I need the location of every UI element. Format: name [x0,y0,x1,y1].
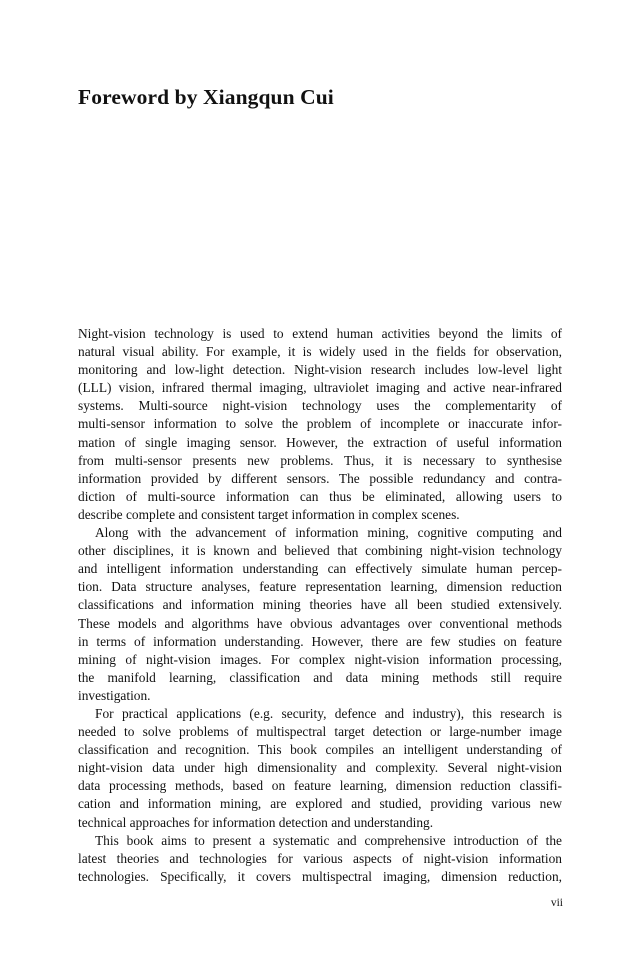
text-line: tion. Data structure analyses, feature representation learning, dimension reduction [78,579,562,595]
text-line: cation and information mining, are explored and studied, providing various new [78,796,562,812]
text-line: other disciplines, it is known and believed that combining night-vision technology [78,543,562,559]
text-line: diction of multi-source information can thus be eliminated, allowing users to [78,488,562,504]
text-line: systems. Multi-source night-vision technology uses the complementarity of [78,398,562,414]
paragraph [78,832,562,886]
text-line: the manifold learning, classification and data mining methods still require [78,669,562,685]
text-line: and intelligent information understanding can effectively simulate human percep- [78,561,562,577]
paragraph [78,705,562,832]
text-line: (LLL) vision, infrared thermal imaging, ultraviolet imaging and active near-infrared [78,380,562,396]
text-line: Along with the advancement of information mining, cognitive computing and [95,525,562,541]
text-line: investigation. [78,687,151,703]
text-line: latest theories and technologies for various aspects of night-vision information [78,850,562,866]
text-line: For practical applications (e.g. security, defence and industry), this research is [95,705,562,721]
text-line: classification and recognition. This book compiles an intelligent understanding of [78,742,562,758]
text-line: This book aims to present a systematic and comprehensive introduction of the [95,832,562,848]
text-line: monitoring and low-light detection. Night-vision research includes low-level light [78,362,562,378]
page-number: vii [550,897,563,909]
text-line: natural visual ability. For example, it is widely used in the fields for observation, [78,344,562,360]
text-line: describe complete and consistent target information in complex scenes. [78,506,460,522]
chapter-title: Foreword by Xiangqun Cui [78,85,334,109]
text-line: from multi-sensor presents new problems. Thus, it is necessary to synthesise [78,452,562,468]
text-line: night-vision data under high dimensionality and complexity. Several night-vision [78,760,562,776]
text-line: information provided by different sensors. The possible redundancy and contra- [78,470,562,486]
text-line: These models and algorithms have obvious advantages over conventional methods [78,615,562,631]
text-line: data processing methods, based on feature learning, dimension reduction classifi- [78,778,562,794]
paragraph [78,325,562,524]
text-line: Night-vision technology is used to extend human activities beyond the limits of [78,326,562,341]
text-line: classifications and information mining theories have all been studied extensively. [78,597,562,613]
text-line: needed to solve problems of multispectral target detection or large-number image [78,724,562,740]
text-line: mation of single imaging sensor. However, the extraction of useful information [78,434,562,450]
paragraph [78,524,562,705]
foreword-body [78,325,562,886]
text-line: technical approaches for information detection and understanding. [78,814,434,830]
text-line: technologies. Specifically, it covers multispectral imaging, dimension reduction, [78,868,562,884]
text-line: in terms of information understanding. However, there are few studies on feature [78,633,562,649]
text-line: multi-sensor information to solve the problem of incomplete or inaccurate infor- [78,416,562,432]
text-line: mining of night-vision images. For complex night-vision information processing, [78,651,562,667]
